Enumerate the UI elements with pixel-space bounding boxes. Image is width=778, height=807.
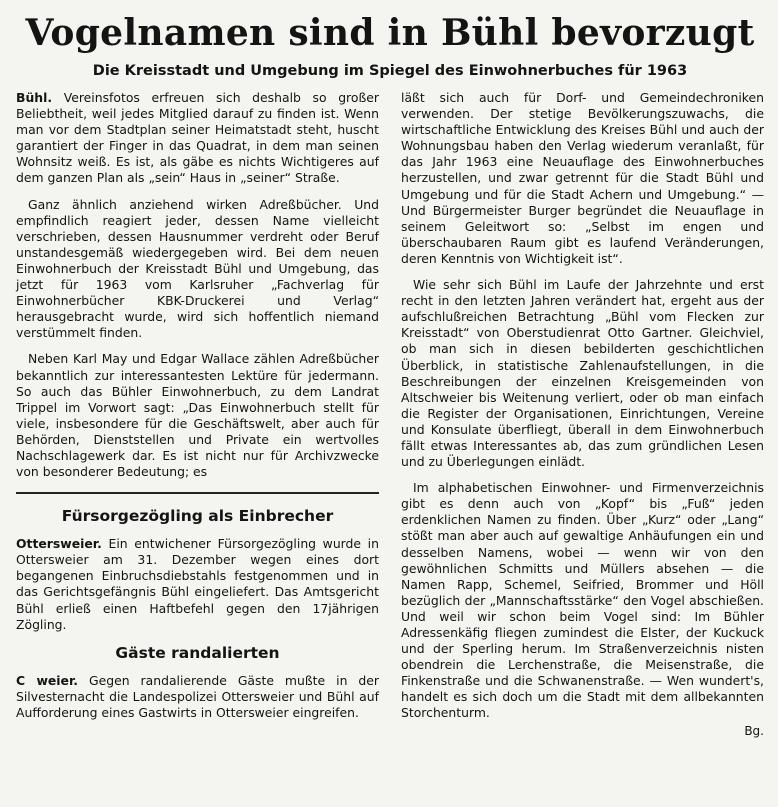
- story2-dateline: Ottersweier.: [16, 536, 102, 552]
- dateline: Bühl.: [16, 90, 53, 105]
- headline: Vogelnamen sind in Bühl bevorzugt: [25, 12, 755, 54]
- left-column: [16, 90, 379, 738]
- article-paragraph-6: Im alphabetischen Einwohner- und Firmenverzeichnis gibt es denn auch von „Kopf“ bis „Fuß“ jeden erdenklichen Namen zu finden. Über „Kurz“ oder „Lang“ stößt man aber auch auf gewaltige Anhäufungen ein und desselben Namens, wobei — wenn wir von den gewöhnlichen Schmitts und Müllers absehen — die Namen Rapp, Schemel, Seifried, Brommer und Höll bezüglich der „Mannschaftsstärke“ den Vogel abschießen. Und weil wir schon beim Vogel sind: Im Bühler Adressenkäfig fliegen zumindest die Elster, der Kuckuck und der Sperling herum. Im Straßenverzeichnis nisten obendrein die Lerchenstraße, die Meisenstraße, die Finkenstraße und die Schwanenstraße. — Wen wundert's, handelt es sich doch um die Stadt mit dem allbekannten Storchenturm.: [401, 480, 764, 721]
- author-signature: Bg.: [744, 723, 764, 738]
- article-paragraph-1: Bühl. Vereinsfotos erfreuen sich deshalb so großer Beliebtheit, weil jedes Mitglied darauf zu finden ist. Wenn man vor dem Stadtplan seiner Heimatstadt steht, huscht garantiert der Finger in das Quadrat, in dem man seinen Wohnsitz weiß. Es ist, als gäbe es nichts Wichtigeres auf dem ganzen Plan als „sein“ Haus in „seiner“ Straße.: [16, 90, 379, 186]
- story3-paragraph: C weier. Gegen randalierende Gäste mußte in der Silvesternacht die Landespolizei Ottersweier und Bühl auf Aufforderung eines Gastwirts in Ottersweier eingreifen.: [16, 672, 379, 720]
- story2-headline: Fürsorgezögling als Einbrecher: [61, 507, 334, 526]
- article-paragraph-2: Ganz ähnlich anziehend wirken Adreßbücher. Und empfindlich reagiert jeder, dessen Name vielleicht verschrieben, dessen Hausnummer verdreht oder Beruf unstandesgemäß wiedergegeben wird. Bei dem neuen Einwohnerbuch der Kreisstadt Bühl und Umgebung, das jetzt für 1963 vom Karlsruher „Fachverlag für Einwohnerbücher KBK-Druckerei und Verlag“ herausgebracht wurde, wird sich hoffentlich niemand verstümmelt finden.: [16, 196, 379, 341]
- section-divider: [16, 492, 379, 494]
- subheadline: Die Kreisstadt und Umgebung im Spiegel des Einwohnerbuches für 1963: [92, 63, 688, 79]
- story3-headline: Gäste randalierten: [115, 643, 280, 662]
- article-paragraph-5: Wie sehr sich Bühl im Laufe der Jahrzehnte und erst recht in den letzten Jahren verändert hat, ergeht aus der aufschlußreichen Betrachtung „Bühl vom Flecken zur Kreisstadt“ von Oberstudienrat Otto Gartner. Gleichviel, ob man sich in diesen bebilderten geschichtlichen Überblick, in statistische Zahlenaufstellungen, in die Beschreibungen der einzelnen Kreisgemeinden von Altschweier bis Weitenung verliert, oder ob man einfach die Register der Organisationen, Einrichtungen, Vereine und Konsulate überfliegt, überall in dem Einwohnerbuch fällt etwas Interessantes ab, das zum gründlichen Lesen und zu Überlegungen einlädt.: [401, 277, 764, 470]
- article-columns: [16, 90, 764, 738]
- story2-paragraph: Ottersweier. Ein entwichener Fürsorgezögling wurde in Ottersweier am 31. Dezember wegen eines dort begangenen Einbruchsdiebstahls festgenommen und in das Gerichtsgefängnis Bühl eingeliefert. Das Amtsgericht Bühl erließ einen Haftbefehl gegen den 17jährigen Zögling.: [16, 536, 379, 632]
- article-paragraph-3: Neben Karl May und Edgar Wallace zählen Adreßbücher bekanntlich zur interessantesten Lektüre für jedermann. So auch das Bühler Einwohnerbuch, zu dem Landrat Trippel im Vorwort sagt: „Das Einwohnerbuch stellt für viele, insbesondere für die Geschäftswelt, aber auch für Behörden, Dienststellen und Private ein wertvolles Nachschlagewerk dar. Es ist nicht nur für Archivzwecke von besonderer Bedeutung; es: [16, 351, 379, 480]
- right-column: [401, 90, 764, 738]
- story3-dateline: C weier.: [16, 672, 79, 688]
- article-paragraph-4: läßt sich auch für Dorf- und Gemeindechroniken verwenden. Der stetige Bevölkerungszuwachs, die wirtschaftliche Entwicklung des Kreises Bühl und auch der Wohnungsbau haben den Verlag wiederum veranlaßt, für das Jahr 1963 eine Neuauflage des Einwohnerbuches herzustellen, und zwar getrennt für die Stadt Bühl und Umgebung und für die Stadt Achern und Umgebung.“ — Und Bürgermeister Burger begründet die Neuauflage in seinem Geleitwort so: „Selbst im engen und überschaubaren Raum gibt es laufend Veränderungen, deren Kenntnis von Wichtigkeit ist“.: [401, 90, 764, 266]
